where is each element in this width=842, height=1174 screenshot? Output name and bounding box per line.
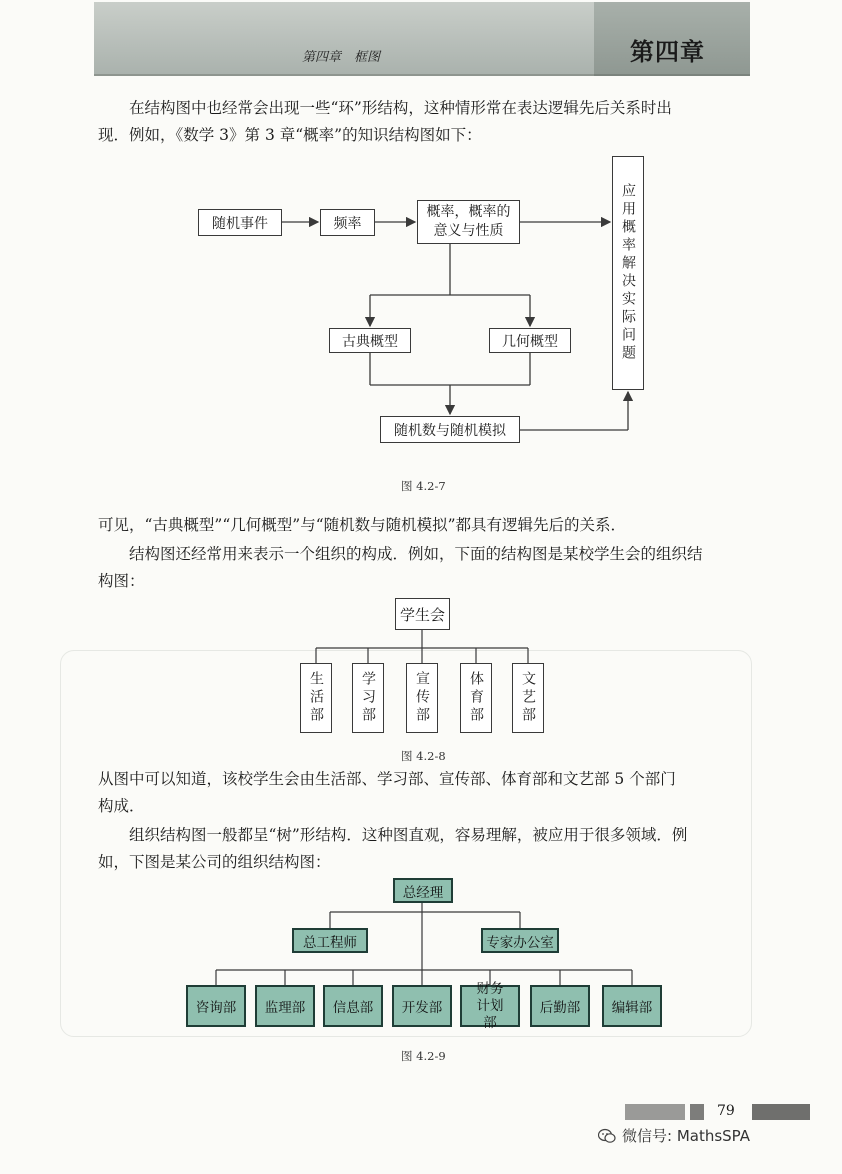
paragraph-logical-order <box>98 512 758 539</box>
dept-label: 生活部 <box>308 671 324 725</box>
footer-bar-small <box>690 1104 704 1120</box>
node-dept-supervision: 监理部 <box>255 985 315 1027</box>
text-line: 可见，“古典概型”“几何概型”与“随机数与随机模拟”都具有逻辑先后的关系． <box>98 516 627 534</box>
wechat-icon <box>598 1128 616 1144</box>
node-application <box>612 156 644 390</box>
chapter-subtitle: 第四章 框图 <box>302 50 381 65</box>
dept-label: 文艺部 <box>520 671 536 725</box>
node-dept-sports <box>460 663 492 733</box>
node-frequency: 频率 <box>320 209 375 236</box>
node-general-manager: 总经理 <box>393 878 453 903</box>
node-dept-life <box>300 663 332 733</box>
figure-caption-4-2-8: 图 4.2-8 <box>401 749 446 763</box>
figure-caption-4-2-7: 图 4.2-7 <box>401 479 446 493</box>
text-line: 现．例如，《数学 3》第 3 章“概率”的知识结构图如下： <box>98 126 482 144</box>
text-line: 结构图还经常用来表示一个组织的构成．例如，下面的结构图是某校学生会的组织结 <box>129 545 703 563</box>
node-dept-logistics: 后勤部 <box>530 985 590 1027</box>
dept-label: 宣传部 <box>414 671 430 725</box>
dept-label: 体育部 <box>468 671 484 725</box>
chapter-title: 第四章 <box>630 38 705 66</box>
text-line: 如，下图是某公司的组织结构图： <box>98 853 331 871</box>
text-line: 构成． <box>98 797 145 815</box>
node-dept-publicity <box>406 663 438 733</box>
text-line: 从图中可以知道，该校学生会由生活部、学习部、宣传部、体育部和文艺部 5 个部门 <box>98 770 676 788</box>
node-chief-engineer: 总工程师 <box>292 928 368 953</box>
node-student-union: 学生会 <box>395 598 450 630</box>
figure-caption-4-2-9: 图 4.2-9 <box>401 1049 446 1063</box>
paragraph-tree-structure <box>98 822 758 876</box>
node-dept-consulting: 咨询部 <box>186 985 246 1027</box>
node-dept-arts <box>512 663 544 733</box>
paragraph-departments <box>98 766 758 820</box>
footer-bar-left <box>625 1104 685 1120</box>
node-random-number: 随机数与随机模拟 <box>380 416 520 443</box>
node-classical: 古典概型 <box>329 328 411 353</box>
node-dept-development: 开发部 <box>392 985 452 1027</box>
node-geometric: 几何概型 <box>489 328 571 353</box>
node-dept-information: 信息部 <box>323 985 383 1027</box>
node-expert-office: 专家办公室 <box>481 928 559 953</box>
node-dept-finance: 财务计划部 <box>460 985 520 1027</box>
text-line: 组织结构图一般都呈“树”形结构．这种图直观，容易理解，被应用于很多领域．例 <box>129 826 688 844</box>
node-dept-study <box>352 663 384 733</box>
dept-label: 学习部 <box>360 671 376 725</box>
watermark-text: 微信号: MathsSPA <box>622 1127 751 1145</box>
node-random-event: 随机事件 <box>198 209 282 236</box>
text-line: 构图： <box>98 572 145 590</box>
wechat-watermark <box>598 1125 750 1146</box>
node-probability: 概率，概率的意义与性质 <box>417 200 520 244</box>
node-dept-editorial: 编辑部 <box>602 985 662 1027</box>
paragraph-organization <box>98 541 758 595</box>
page-number: 79 <box>717 1103 735 1119</box>
node-application-label: 应用概率解决实际问题 <box>620 183 636 363</box>
footer-bar-right <box>752 1104 810 1120</box>
text-line: 在结构图中也经常会出现一些“环”形结构，这种情形常在表达逻辑先后关系时出 <box>129 99 672 117</box>
